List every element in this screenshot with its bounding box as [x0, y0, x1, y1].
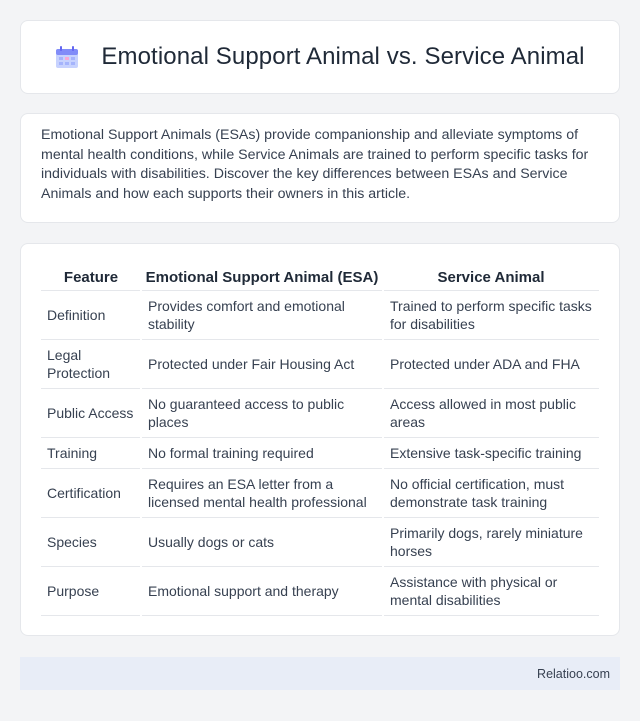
table-cell: Protected under ADA and FHA: [383, 339, 599, 388]
table-cell: Usually dogs or cats: [141, 517, 383, 566]
table-row: [41, 388, 599, 437]
table-cell: Training: [41, 437, 141, 468]
comparison-table: [41, 266, 599, 616]
table-header-row: [41, 266, 599, 290]
table-cell: No official certification, must demonstrate task training: [383, 468, 599, 517]
table-cell: Definition: [41, 290, 141, 339]
table-cell: Public Access: [41, 388, 141, 437]
table-row: [41, 437, 599, 468]
table-row: [41, 566, 599, 615]
comparison-card: [20, 243, 620, 636]
table-cell: Assistance with physical or mental disabilities: [383, 566, 599, 615]
page-title: Emotional Support Animal vs. Service Animal: [101, 43, 585, 70]
intro-text: Emotional Support Animals (ESAs) provide companionship and alleviate symptoms of mental health conditions, while Service Animals are trained to perform specific tasks for individuals with disabilities. Discover the key differences between ESAs and Service Animals and how each supports their owners in this article.: [41, 127, 589, 202]
calendar-icon: [55, 45, 79, 69]
header-feature: Feature: [41, 266, 141, 290]
table-cell: Access allowed in most public areas: [383, 388, 599, 437]
table-row: [41, 339, 599, 388]
table-cell: Legal Protection: [41, 339, 141, 388]
table-cell: Extensive task-specific training: [383, 437, 599, 468]
table-cell: Provides comfort and emotional stability: [141, 290, 383, 339]
header-esa: Emotional Support Animal (ESA): [141, 266, 383, 290]
table-cell: Protected under Fair Housing Act: [141, 339, 383, 388]
table-row: [41, 290, 599, 339]
intro-card: [20, 113, 620, 223]
table-cell: Certification: [41, 468, 141, 517]
footer-brand: Relatioo.com: [537, 666, 610, 681]
table-cell: No guaranteed access to public places: [141, 388, 383, 437]
table-cell: Trained to perform specific tasks for disabilities: [383, 290, 599, 339]
table-cell: Emotional support and therapy: [141, 566, 383, 615]
table-cell: Purpose: [41, 566, 141, 615]
table-cell: Requires an ESA letter from a licensed mental health professional: [141, 468, 383, 517]
title-card: [20, 20, 620, 94]
table-cell: No formal training required: [141, 437, 383, 468]
header-service-animal: Service Animal: [383, 266, 599, 290]
table-row: [41, 468, 599, 517]
table-row: [41, 517, 599, 566]
footer: [20, 657, 620, 690]
table-cell: Species: [41, 517, 141, 566]
table-cell: Primarily dogs, rarely miniature horses: [383, 517, 599, 566]
